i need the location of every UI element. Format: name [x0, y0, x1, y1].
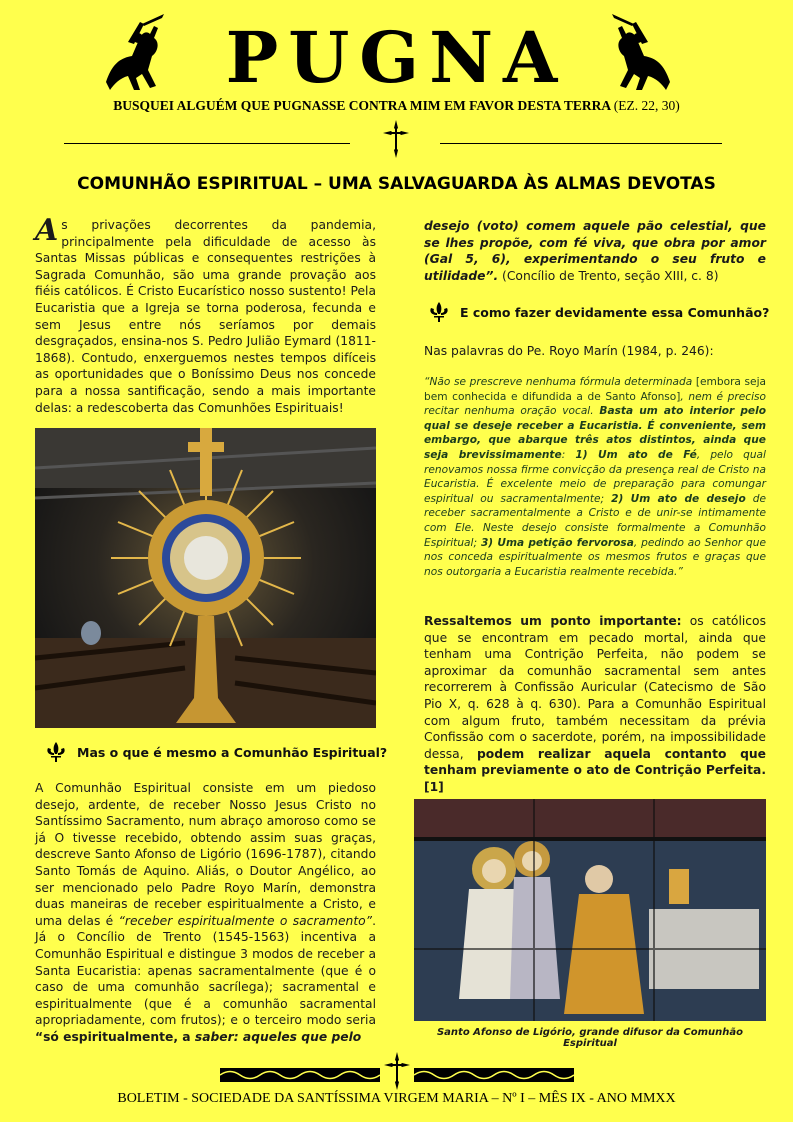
- section-what-is-body: [35, 780, 376, 1046]
- drop-cap: A: [35, 213, 59, 248]
- section-heading-text: E como fazer devidamente essa Comunhão?: [460, 304, 770, 320]
- footer-ornament-right: [414, 1068, 574, 1082]
- section-heading-text: Mas o que é mesmo a Comunhão Espiritual?: [77, 744, 388, 760]
- section1-text-a: A Comunhão Espiritual consiste em um piedoso desejo, ardente, de receber Nosso Jesus Cristo no Santíssimo Sacramento, num abraço amoroso como se já O tivesse recebido, obtendo assim suas graças, descreve Santo Afonso de Ligório (1696-1787), citando Santo Tomás de Aquino. Aliás, o Doutor Angélico, ao ser mencionado pelo Padre Royo Marín, demonstra duas maneiras de receber espiritualmente a Cristo, e uma delas é: [35, 781, 376, 928]
- section1-quote1: “receber espiritualmente o sacramento”: [118, 913, 373, 928]
- royo-quote-part: , pelo qual renovamos nossa firme convicção da presença real de Cristo na Eucaristia. É excelente meio de preparação para comungar espiritual ou sacramentalmente;: [424, 448, 766, 505]
- section-heading-what-is: [45, 741, 387, 763]
- trent-quote-continuation: [424, 218, 766, 284]
- fleur-de-lis-icon: [428, 301, 450, 323]
- section1-text-b: . Já o Concílio de Trento (1545-1563) incentiva a Comunhão Espiritual e distingue 3 modos de receber a Santa Eucaristia: apenas sacramentalmente (que é o caso de uma comunhão sacrílega); sacramental e espiritualmente (que é a comunhão sacramental apropriadamente, com frutos); e o terceiro modo seria: [35, 913, 376, 1028]
- royo-lead: Nas palavras do Pe. Royo Marín (1984, p. 246):: [424, 344, 714, 358]
- article-headline: COMUNHÃO ESPIRITUAL – UMA SALVAGUARDA ÀS ALMAS DEVOTAS: [77, 174, 716, 194]
- royo-quote-bold: 3) Uma petição fervorosa: [480, 536, 634, 549]
- important-point-paragraph: [424, 613, 766, 796]
- section-heading-how: [428, 301, 769, 323]
- royo-quote-bold: Basta um ato interior pelo qual se deseje receber a Eucaristia. É conveniente, sem embargo, que abarque três atos distintos, ainda que seja brevissimamente: [424, 405, 766, 461]
- header-rule-left: [64, 143, 350, 144]
- royo-marin-quote: [424, 375, 766, 579]
- royo-quote-part: :: [561, 448, 576, 461]
- trent-quote: desejo (voto) comem aquele pão celestial, que se lhes propõe, com fé viva, que obra por amor (Gal 5, 6), experimentando o seu fruto e utilidade”.: [424, 219, 766, 283]
- stained-glass-photo: [414, 799, 766, 1021]
- monstrance-illustration: [35, 428, 376, 728]
- masthead-title: PUGNA: [225, 16, 568, 99]
- fleur-de-lis-icon: [45, 741, 67, 763]
- section1-quote2a: “só espiritualmente, a: [35, 1029, 195, 1044]
- important-point-bold: podem realizar aquela contanto que tenham previamente o ato de Contrição Perfeita. [1]: [424, 746, 766, 794]
- intro-text: s privações decorrentes da pandemia, principalmente pela dificuldade de acesso às Santas Missas públicas e consequentes restrições à Sagrada Comunhão, são uma grande provação aos fiéis católicos. É Cristo Eucarístico nosso sustento! Pela Eucaristia que a Igreja se torna poderosa, fecunda e sem Jesus entre nós seríamos por demais desgraçados, ensina-nos S. Pedro Julião Eymard (1811-1868). Contudo, enxerguemos nestes tempos difíceis as oportunidades que o Boníssimo Deus nos concede para a nossa santificação, sendo a mais importante delas: a redescoberta das Comunhões Espirituais!: [35, 218, 376, 415]
- section1-quote2b: saber: aqueles que pelo: [194, 1029, 362, 1044]
- trent-citation: (Concílio de Trento, seção XIII, c. 8): [498, 268, 719, 283]
- motto-reference: (EZ. 22, 30): [613, 98, 680, 113]
- royo-quote-part: , pedindo ao Senhor que nos conceda espiritualmente os mesmos frutos e graças que nos outorgaria a Eucaristia realmente recebida.”: [424, 536, 766, 578]
- footer-ornament-left: [220, 1068, 380, 1082]
- cross-ornament-icon: [383, 120, 409, 160]
- stained-glass-illustration: [414, 799, 766, 1021]
- royo-quote-bold: 2) Um ato de desejo: [611, 492, 746, 505]
- royo-quote-part: , nem é preciso recitar nenhuma oração vocal.: [424, 390, 767, 418]
- royo-quote-part: “Não se prescreve nenhuma fórmula determinada: [424, 376, 696, 388]
- footer-cross-icon: [384, 1052, 410, 1092]
- motto-text: BUSQUEI ALGUÉM QUE PUGNASSE CONTRA MIM EM FAVOR DESTA TERRA: [113, 98, 614, 113]
- masthead-motto: [0, 98, 793, 114]
- royo-quote-bold: 1) Um ato de Fé: [575, 448, 697, 461]
- footer-text: BOLETIM - SOCIEDADE DA SANTÍSSIMA VIRGEM MARIA – Nº I – MÊS IX - ANO MMXX: [117, 1091, 676, 1106]
- monstrance-photo: [35, 428, 376, 728]
- photo-caption: Santo Afonso de Ligório, grande difusor da Comunhão Espiritual: [436, 1027, 743, 1049]
- important-point-lead: Ressaltemos um ponto importante:: [424, 614, 682, 628]
- important-point-text: os católicos que se encontram em pecado mortal, ainda que tenham uma Contrição Perfeita, não podem se aproximar da comunhão sacramental sem antes recorrerem à Confissão Auricular (Catecismo de São Pio X, q. 628 à q. 630). Para a Comunhão Espiritual com algum fruto, também necessitam da prévia Confissão com o sacerdote, porém, na impossibilidade dessa,: [424, 614, 766, 761]
- header-rule-right: [440, 143, 722, 144]
- royo-quote-part: de receber sacramentalmente a Cristo e de unir-se intimamente com Ele. Neste desejo consiste formalmente a Comunhão Espiritual;: [424, 492, 766, 549]
- royo-quote-part: [embora seja bem conhecida e difundida a de Santo Afonso]: [424, 376, 766, 403]
- intro-paragraph: [35, 213, 376, 416]
